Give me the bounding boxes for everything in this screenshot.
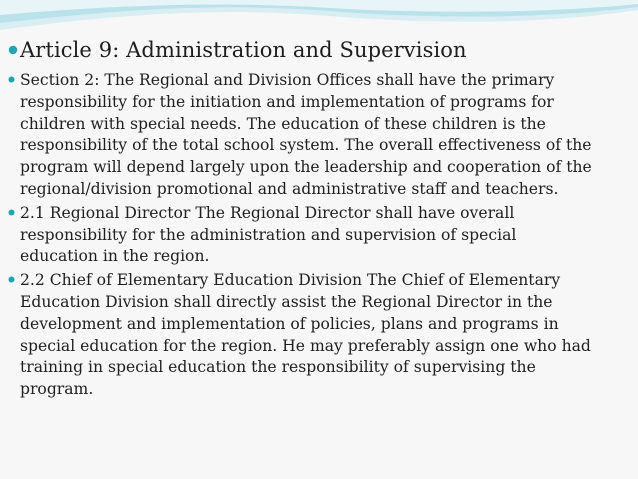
text-line: children with special needs. The education of these children is the	[20, 114, 546, 133]
bullet-icon	[8, 70, 20, 83]
text-line: special education for the region. He may preferably assign one who had	[20, 336, 591, 355]
top-wave-decoration	[0, 0, 638, 36]
text-line: Education Division shall directly assist the Regional Director in the	[20, 292, 553, 311]
bullet-icon	[8, 270, 20, 283]
section-2-bullet	[8, 70, 634, 201]
bullet-icon	[8, 37, 20, 55]
bullet-icon	[8, 203, 20, 216]
slide-title: Article 9: Administration and Supervision	[20, 38, 467, 62]
text-line: 2.2 Chief of Elementary Education Division The Chief of Elementary	[20, 271, 561, 290]
text-line: regional/division promotional and administrative staff and teachers.	[20, 179, 559, 198]
text-line: 2.1 Regional Director The Regional Director shall have overall	[20, 203, 515, 222]
section-2-text	[20, 70, 634, 201]
text-line: responsibility of the total school system. The overall effectiveness of the	[20, 136, 592, 155]
text-line: development and implementation of policies, plans and programs in	[20, 314, 559, 333]
chief-elementary-education-text	[20, 270, 634, 401]
text-line: responsibility for the administration and supervision of special	[20, 225, 517, 244]
text-line: education in the region.	[20, 247, 210, 266]
text-line: training in special education the responsibility of supervising the	[20, 358, 536, 377]
regional-director-text	[20, 203, 634, 268]
text-line: responsibility for the initiation and implementation of programs for	[20, 92, 554, 111]
title-bullet-row	[8, 37, 634, 63]
text-line: Section 2: The Regional and Division Offices shall have the primary	[20, 71, 555, 89]
slide-content	[8, 37, 634, 403]
text-line: program.	[20, 380, 94, 399]
chief-elementary-education-bullet	[8, 270, 634, 401]
regional-director-bullet	[8, 203, 634, 268]
text-line: program will depend largely upon the leadership and cooperation of the	[20, 158, 592, 177]
